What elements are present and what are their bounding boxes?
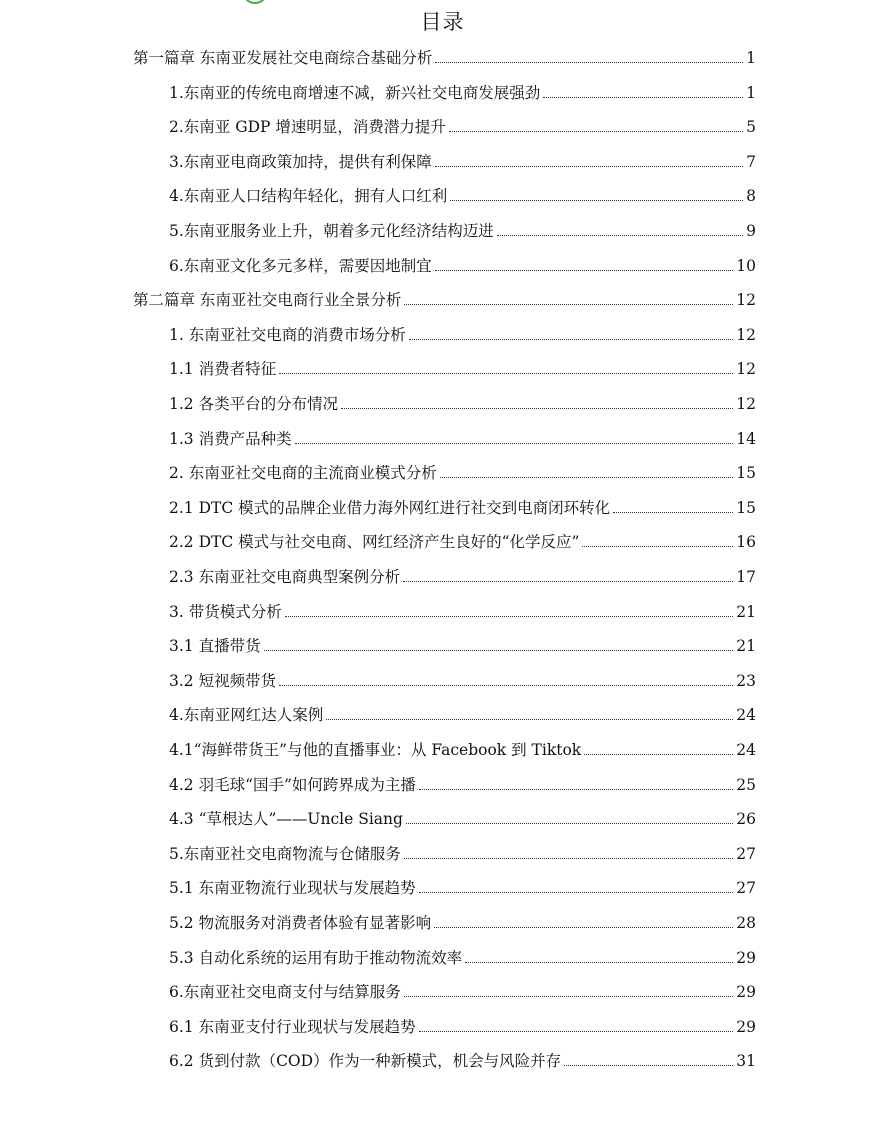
page-title: 目录 xyxy=(420,10,465,34)
toc-chapter-entry[interactable] xyxy=(133,286,756,310)
toc-entry-label: 5.2 物流服务对消费者体验有显著影响 xyxy=(169,914,432,932)
toc-dot-leader xyxy=(582,545,733,547)
logo-circle-icon xyxy=(244,0,266,4)
toc-dot-leader xyxy=(326,718,733,720)
toc-page-number: 12 xyxy=(736,360,756,379)
toc-dot-leader xyxy=(434,926,733,928)
toc-section-entry[interactable] xyxy=(169,494,756,518)
toc-page-number: 24 xyxy=(736,741,756,759)
toc-section-entry[interactable] xyxy=(169,840,756,864)
toc-entry-label: 3. 带货模式分析 xyxy=(169,602,282,621)
toc-page-number: 23 xyxy=(736,671,756,690)
toc-dot-leader xyxy=(406,822,733,824)
toc-page-number: 9 xyxy=(746,222,756,240)
toc-dot-leader xyxy=(341,407,733,409)
toc-section-entry[interactable] xyxy=(169,736,756,760)
toc-dot-leader xyxy=(435,61,743,63)
toc-page-number: 15 xyxy=(736,464,756,483)
toc-entry-label: 3.2 短视频带货 xyxy=(169,671,277,690)
toc-entry-label: 1. 东南亚社交电商的消费市场分析 xyxy=(169,325,406,344)
toc-entry-label: 4.2 羽毛球“国手”如何跨界成为主播 xyxy=(169,775,416,794)
toc-page-number: 25 xyxy=(736,775,756,794)
toc-dot-leader xyxy=(403,580,733,582)
toc-section-entry[interactable] xyxy=(169,79,756,103)
toc-page-number: 21 xyxy=(736,602,756,621)
toc-page-number: 28 xyxy=(736,914,756,932)
toc-entry-label: 2.3 东南亚社交电商典型案例分析 xyxy=(169,568,401,586)
toc-section-entry[interactable] xyxy=(169,148,756,172)
toc-page-number: 29 xyxy=(736,983,756,1002)
toc-dot-leader xyxy=(435,165,743,167)
toc-dot-leader xyxy=(279,684,733,686)
toc-entry-label: 1.1 消费者特征 xyxy=(169,360,277,379)
toc-page-number: 27 xyxy=(736,879,756,898)
toc-dot-leader xyxy=(404,995,733,997)
toc-chapter-entry[interactable] xyxy=(133,44,756,68)
toc-page-number: 1 xyxy=(746,83,756,102)
toc-dot-leader xyxy=(419,1030,734,1032)
toc-dot-leader xyxy=(497,234,743,236)
toc-page-number: 7 xyxy=(746,152,756,171)
toc-entry-label: 第一篇章 东南亚发展社交电商综合基础分析 xyxy=(133,49,433,67)
toc-entry-label: 4.东南亚人口结构年轻化，拥有人口红利 xyxy=(169,187,448,206)
toc-section-entry[interactable] xyxy=(169,1047,756,1071)
toc-dot-leader xyxy=(435,269,733,271)
toc-page-number: 1 xyxy=(746,49,756,67)
toc-entry-label: 3.1 直播带货 xyxy=(169,637,261,656)
toc-dot-leader xyxy=(409,338,734,340)
toc-entry-label: 6.东南亚文化多元多样，需要因地制宜 xyxy=(169,256,432,275)
toc-entry-label: 3.东南亚电商政策加持，提供有利保障 xyxy=(169,152,432,171)
toc-entry-label: 1.东南亚的传统电商增速不减，新兴社交电商发展强劲 xyxy=(169,83,541,102)
toc-entry-label: 4.东南亚网红达人案例 xyxy=(169,706,324,725)
toc-entry-label: 6.东南亚社交电商支付与结算服务 xyxy=(169,983,401,1002)
toc-page-number: 29 xyxy=(736,1017,756,1036)
toc-section-entry[interactable] xyxy=(169,563,756,587)
toc-dot-leader xyxy=(465,961,733,963)
toc-entry-label: 2. 东南亚社交电商的主流商业模式分析 xyxy=(169,464,437,483)
toc-entry-label: 2.2 DTC 模式与社交电商、网红经济产生良好的“化学反应” xyxy=(169,533,580,552)
toc-entry-label: 1.3 消费产品种类 xyxy=(169,429,292,448)
toc-entry-label: 4.1“海鲜带货王”与他的直播事业：从 Facebook 到 Tiktok xyxy=(169,741,582,759)
toc-entry-label: 1.2 各类平台的分布情况 xyxy=(169,395,339,413)
toc-page-number: 12 xyxy=(736,395,756,413)
toc-section-entry[interactable] xyxy=(169,321,756,345)
toc-page-number: 29 xyxy=(736,948,756,967)
toc-section-entry[interactable] xyxy=(169,632,756,656)
toc-section-entry[interactable] xyxy=(169,390,756,414)
toc-dot-leader xyxy=(450,199,743,201)
toc-dot-leader xyxy=(404,857,733,859)
toc-page-number: 10 xyxy=(736,256,756,275)
toc-page-number: 21 xyxy=(736,637,756,656)
toc-section-entry[interactable] xyxy=(169,113,756,137)
toc-entry-label: 2.东南亚 GDP 增速明显，消费潜力提升 xyxy=(169,118,446,137)
toc-dot-leader xyxy=(419,891,734,893)
toc-section-entry[interactable] xyxy=(169,771,756,795)
toc-section-entry[interactable] xyxy=(169,667,756,691)
toc-dot-leader xyxy=(264,649,734,651)
toc-dot-leader xyxy=(449,130,743,132)
toc-section-entry[interactable] xyxy=(169,528,756,552)
toc-page-number: 26 xyxy=(736,810,756,829)
toc-entry-label: 5.1 东南亚物流行业现状与发展趋势 xyxy=(169,879,416,898)
toc-section-entry[interactable] xyxy=(169,909,756,933)
toc-dot-leader xyxy=(295,442,734,444)
toc-section-entry[interactable] xyxy=(169,459,756,483)
toc-page-number: 17 xyxy=(736,568,756,586)
toc-section-entry[interactable] xyxy=(169,252,756,276)
toc-section-entry[interactable] xyxy=(169,425,756,449)
toc-section-entry[interactable] xyxy=(169,598,756,622)
toc-page-number: 8 xyxy=(746,187,756,206)
toc-dot-leader xyxy=(543,96,743,98)
toc-dot-leader xyxy=(285,615,734,617)
toc-section-entry[interactable] xyxy=(169,978,756,1002)
toc-page-number: 31 xyxy=(736,1052,756,1071)
toc-section-entry[interactable] xyxy=(169,944,756,968)
toc-page-number: 12 xyxy=(736,325,756,344)
toc-section-entry[interactable] xyxy=(169,182,756,206)
toc-page-number: 16 xyxy=(736,533,756,552)
toc-section-entry[interactable] xyxy=(169,217,756,241)
toc-entry-label: 6.2 货到付款（COD）作为一种新模式，机会与风险并存 xyxy=(169,1052,562,1071)
toc-page-number: 12 xyxy=(736,291,756,310)
toc-entry-label: 2.1 DTC 模式的品牌企业借力海外网红进行社交到电商闭环转化 xyxy=(169,498,611,517)
toc-entry-label: 4.3 “草根达人”——Uncle Siang xyxy=(169,810,403,829)
toc-section-entry[interactable] xyxy=(169,874,756,898)
toc-entry-label: 6.1 东南亚支付行业现状与发展趋势 xyxy=(169,1017,416,1036)
toc-section-entry[interactable] xyxy=(169,355,756,379)
toc-entry-label: 第二篇章 东南亚社交电商行业全景分析 xyxy=(133,291,402,310)
toc-page-number: 24 xyxy=(736,706,756,725)
toc-dot-leader xyxy=(279,372,733,374)
toc-dot-leader xyxy=(584,753,733,755)
toc-section-entry[interactable] xyxy=(169,1013,756,1037)
toc-page-number: 15 xyxy=(736,498,756,517)
toc-dot-leader xyxy=(404,303,733,305)
toc-dot-leader xyxy=(440,476,734,478)
toc-section-entry[interactable] xyxy=(169,805,756,829)
toc-dot-leader xyxy=(419,788,733,790)
toc-section-entry[interactable] xyxy=(169,701,756,725)
toc-page-number: 27 xyxy=(736,844,756,863)
toc-dot-leader xyxy=(613,511,733,513)
toc-page-number: 5 xyxy=(746,118,756,137)
toc-entry-label: 5.3 自动化系统的运用有助于推动物流效率 xyxy=(169,948,463,967)
toc-entry-label: 5.东南亚社交电商物流与仓储服务 xyxy=(169,844,401,863)
toc-entry-label: 5.东南亚服务业上升，朝着多元化经济结构迈进 xyxy=(169,222,494,240)
toc-page-number: 14 xyxy=(736,429,756,448)
toc-dot-leader xyxy=(564,1064,733,1066)
